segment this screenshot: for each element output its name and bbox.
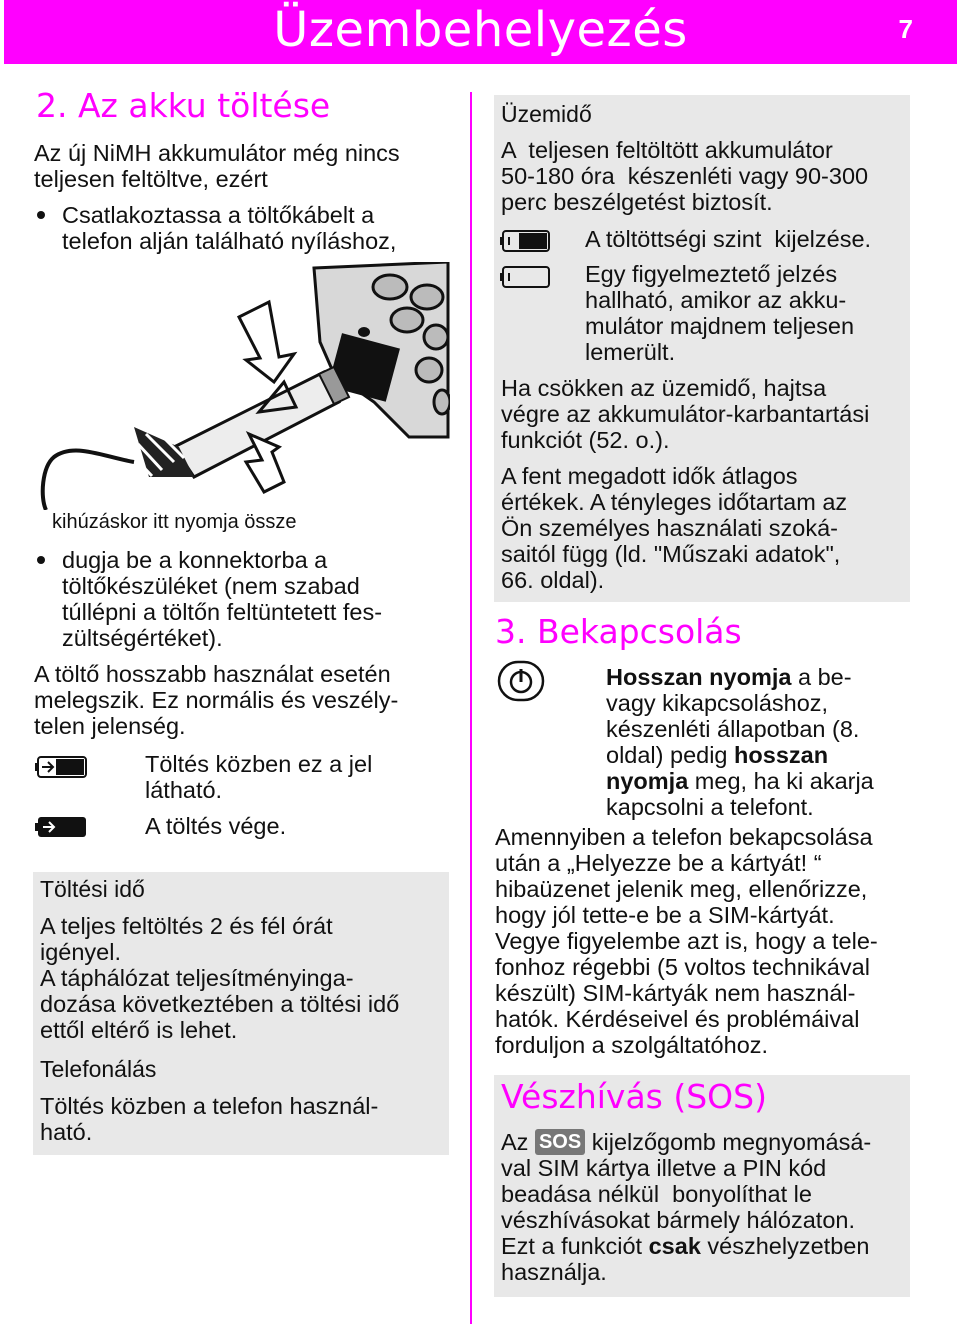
header-title: Üzembehelyezés — [273, 2, 688, 58]
power-on-line6: kapcsolni a telefont. — [606, 794, 814, 820]
power-on-line5 — [606, 768, 874, 794]
box-text-calling: Töltés közben a telefon használ- ható. — [40, 1093, 379, 1145]
section-title-power-on: 3. Bekapcsolás — [495, 612, 742, 651]
section-title-emergency: Vészhívás (SOS) — [501, 1077, 767, 1116]
charging-indicator-text: Töltés közben ez a jel látható. — [145, 751, 373, 803]
sim-card-text: Amennyiben a telefon bekapcsolása után a „Helyezze be a kártyát! “ hibaüzenet jelenik meg, ellenőrizze, hogy jól tette-e be a SIM-kártyát. Vegye figyelembe azt is, hogy a tele- fonhoz régebbi (5 voltos technikával készült) SIM-kártyák nem használ- hatók. Kérdéseivel és problémáival forduljon a szolgáltatóhoz. — [495, 824, 878, 1058]
charging-end-text: A töltés vége. — [145, 813, 287, 839]
emergency-line5 — [501, 1233, 869, 1259]
only-bold: csak — [648, 1233, 701, 1259]
power-on-line2: vagy kikapcsoláshoz, — [606, 690, 829, 716]
emergency-body: val SIM kártya illetve a PIN kód beadása nélkül bonyolíthat le vészhívásokat bármely hálózaton. — [501, 1155, 855, 1233]
emergency-line1-start: Az — [501, 1129, 535, 1155]
emergency-line5-rest: vészhelyzetben — [700, 1233, 870, 1259]
power-key-icon — [497, 660, 545, 702]
hold-press-bold: Hosszan nyomja — [606, 664, 792, 690]
long-bold: hosszan — [734, 742, 829, 768]
charger-cable-illustration — [34, 262, 450, 510]
illustration-caption: kihúzáskor itt nyomja össze — [52, 511, 297, 533]
box-heading-calling: Telefonálás — [40, 1056, 157, 1082]
battery-level-icon — [499, 230, 551, 252]
bullet-marker — [37, 556, 45, 564]
battery-level-text: A töltöttségi szint kijelzése. — [585, 226, 872, 252]
emergency-line5-start: Ezt a funkciót — [501, 1233, 649, 1259]
sos-key-icon: SOS — [535, 1129, 585, 1155]
low-battery-warning-text: Egy figyelmeztető jelzés hallható, amikor az akku- mulátor majdnem teljesen lemerült. — [585, 261, 855, 365]
power-on-line5-rest: meg, ha ki akarja — [688, 768, 874, 794]
power-on-line3: készenléti állapotban (8. — [606, 716, 860, 742]
power-on-line1-rest: a be- — [791, 664, 852, 690]
power-on-line4 — [606, 742, 828, 768]
section-title-charging: 2. Az akku töltése — [36, 86, 331, 125]
maintenance-text: Ha csökken az üzemidő, hajtsa végre az akkumulátor-karbantartási funkciót (52. o.). — [501, 375, 870, 453]
charger-warm-text: A töltő hosszabb használat esetén melegszik. Ez normális és veszély- telen jelenség. — [34, 661, 399, 739]
emergency-line6: használja. — [501, 1259, 607, 1285]
emergency-line1 — [501, 1129, 871, 1155]
power-on-line1 — [606, 664, 852, 690]
bullet-connect-cable: Csatlakoztassa a töltőkábelt a telefon alján található nyíláshoz, — [62, 202, 397, 254]
page-header — [4, 0, 957, 64]
box-heading-charging-time: Töltési idő — [40, 876, 145, 902]
power-on-line4-start: oldal) pedig — [606, 742, 735, 768]
press-bold: nyomja — [606, 768, 689, 794]
page-number: 7 — [898, 14, 913, 44]
bullet-marker — [37, 211, 45, 219]
battery-charging-icon — [34, 756, 88, 778]
intro-text: Az új NiMH akkumulátor még nincs teljesen feltöltve, ezért — [34, 140, 400, 192]
battery-low-icon — [499, 266, 551, 288]
box-heading-operating-time: Üzemidő — [501, 101, 592, 127]
operating-time-text: A teljesen feltöltött akkumulátor 50-180 óra készenléti vagy 90-300 perc beszélgetést biztosít. — [501, 137, 869, 215]
average-values-text: A fent megadott idők átlagos értékek. A tényleges időtartam az Ön személyes használati szoká- saitól függ (ld. "Műszaki adatok", 66. oldal). — [501, 463, 848, 593]
emergency-line1-rest: kijelzőgomb megnyomásá- — [585, 1129, 872, 1155]
battery-full-icon — [34, 816, 88, 838]
box-text-charging-time: A teljes feltöltés 2 és fél órát igényel. A táphálózat teljesítményinga- dozása következtében a töltési idő ettől eltérő is lehet. — [40, 913, 400, 1043]
column-divider — [470, 92, 472, 1324]
bullet-plug-in: dugja be a konnektorba a töltőkészüléket (nem szabad túllépni a töltőn feltüntetett fes- zültségértéket). — [62, 547, 383, 651]
